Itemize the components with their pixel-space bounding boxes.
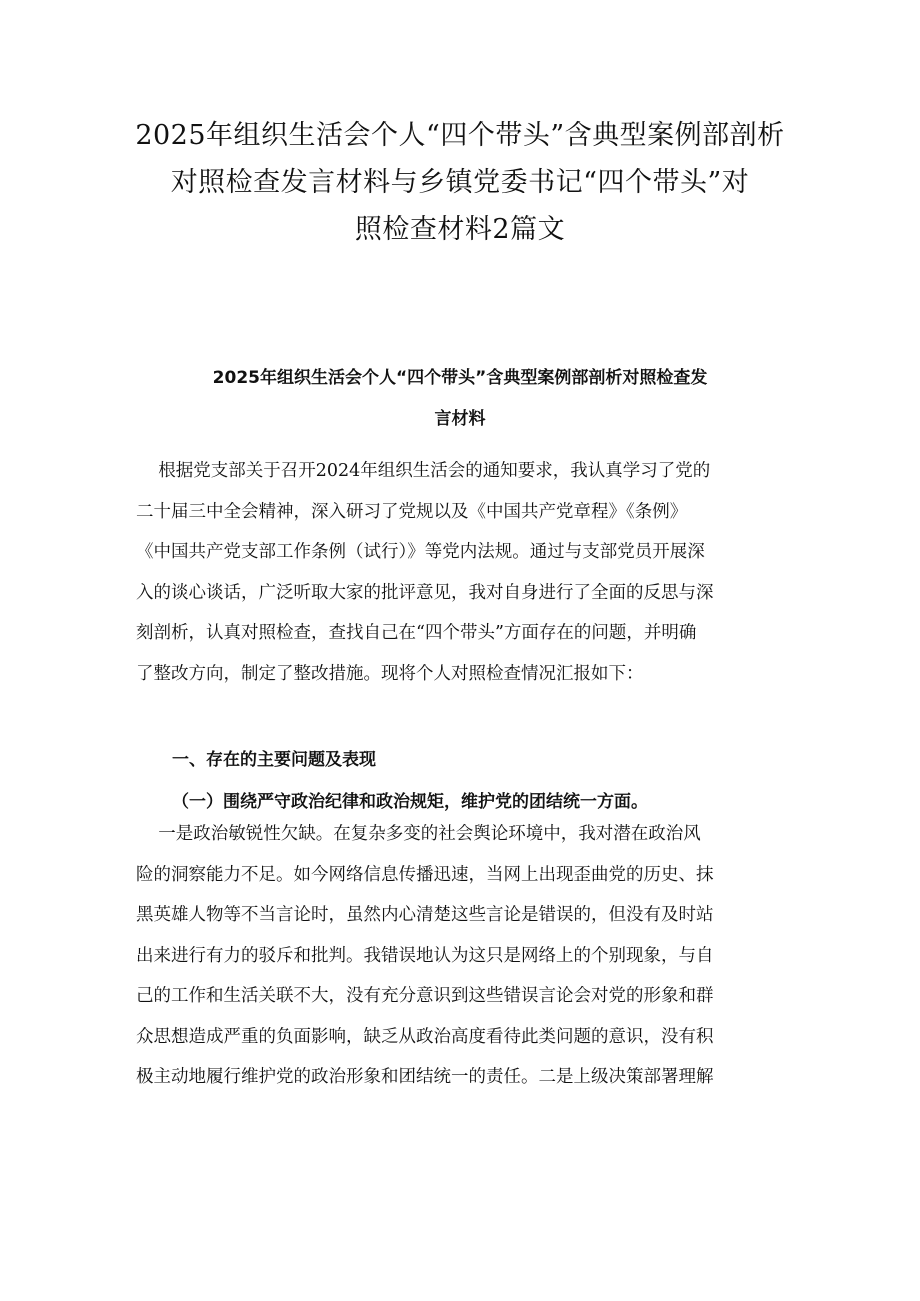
paragraph-line: 入的谈心谈话，广泛听取大家的批评意见，我对自身进行了全面的反思与深: [136, 582, 714, 603]
document-title-line: 对照检查发言材料与乡镇党委书记“四个带头”对: [170, 167, 750, 198]
paragraph-line: 了整改方向，制定了整改措施。现将个人对照检查情况汇报如下：: [136, 663, 644, 684]
document-title-line: 2025年组织生活会个人“四个带头”含典型案例部剖析: [135, 120, 785, 151]
section-title-line: 言材料: [434, 409, 486, 429]
document-title-line: 照检查材料2篇文: [354, 214, 566, 245]
problem-paragraph: [136, 814, 796, 1098]
paragraph-line: 众思想造成严重的负面影响，缺乏从政治高度看待此类问题的意识，没有积: [136, 1026, 714, 1047]
paragraph-line: 二十届三中全会精神，深入研习了党规以及《中国共产党章程》《条例》: [136, 501, 688, 522]
paragraph-line: 极主动地履行维护党的政治形象和团结统一的责任。二是上级决策部署理解: [136, 1067, 714, 1087]
document-title: [110, 112, 810, 253]
paragraph-line: 险的洞察能力不足。如今网络信息传播迅速，当网上出现歪曲党的历史、抹: [136, 864, 714, 885]
paragraph-line: 一是政治敏锐性欠缺。在复杂多变的社会舆论环境中，我对潜在政治风: [136, 824, 701, 844]
paragraph-line: 己的工作和生活关联不大，没有充分意识到这些错误言论会对党的形象和群: [136, 986, 714, 1006]
paragraph-line: 刻剖析，认真对照检查，查找自己在“四个带头”方面存在的问题，并明确: [136, 623, 697, 643]
subsection-heading: （一）围绕严守政治纪律和政治规矩，维护党的团结统一方面。: [172, 792, 648, 812]
paragraph-line: 《中国共产党支部工作条例（试行）》等党内法规。通过与支部党员开展深: [136, 542, 705, 562]
section-title: [120, 358, 800, 440]
paragraph-line: 黑英雄人物等不当言论时，虽然内心清楚这些言论是错误的，但没有及时站: [136, 905, 714, 925]
intro-paragraph: [136, 451, 796, 694]
paragraph-line: 出来进行有力的驳斥和批判。我错误地认为这只是网络上的个别现象，与自: [136, 945, 714, 966]
paragraph-line: 根据党支部关于召开2024年组织生活会的通知要求，我认真学习了党的: [136, 461, 711, 481]
problems-heading: 一、存在的主要问题及表现: [172, 750, 376, 770]
section-title-line: 2025年组织生活会个人“四个带头”含典型案例部剖析对照检查发: [212, 368, 708, 388]
